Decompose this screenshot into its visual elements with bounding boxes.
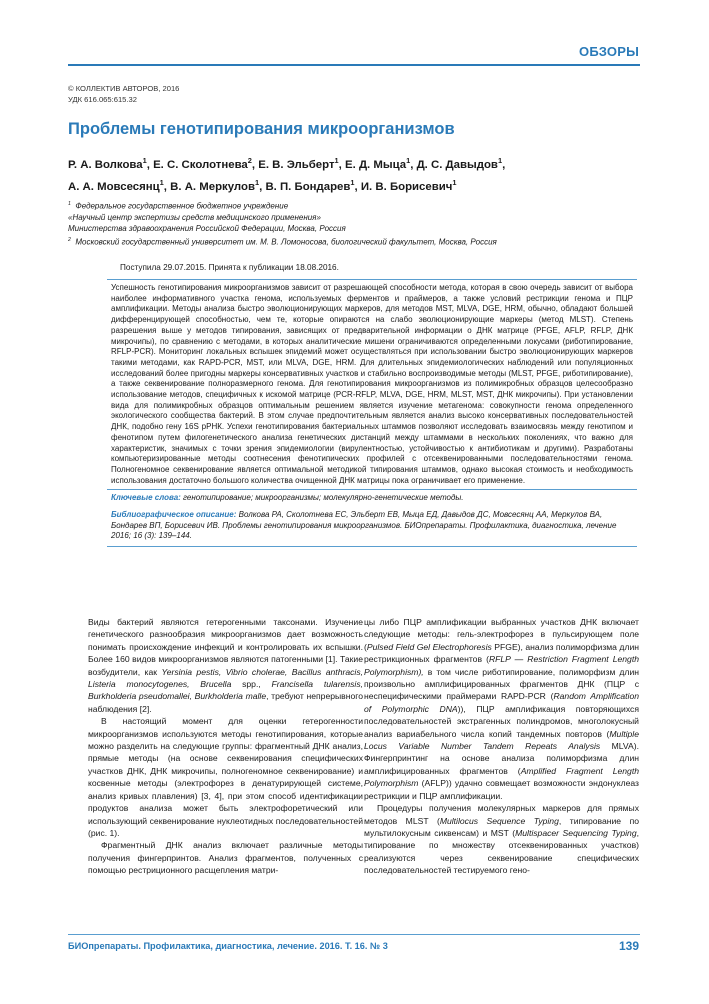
author-aff: 1 [334, 156, 339, 165]
author-aff: 1 [406, 156, 411, 165]
received-dates: Поступила 29.07.2015. Принята к публикации 18.08.2016. [120, 263, 339, 272]
author-aff: 1 [497, 156, 503, 165]
keywords-text: генотипирование; микроорганизмы; молекулярно-генетические методы. [183, 493, 464, 503]
author-name: Е. Д. Мыца [345, 158, 407, 171]
article-title: Проблемы генотипирования микроорганизмов [68, 120, 455, 138]
author-aff: 2 [247, 156, 252, 165]
author-name: И. В. Борисевич [360, 180, 453, 193]
author-name: Д. С. Давыдов [416, 158, 498, 171]
section-tag: ОБЗОРЫ [579, 44, 639, 59]
author-line-1: Р. А. Волкова$^1$, Е. С. Сколотнева$^2$, Е. В. Эльберт$^1$, Е. Д. Мыца$^1$, Д. С. Давыдов$^1$, [68, 156, 506, 171]
author-name: В. А. Меркулов [170, 180, 255, 193]
author-aff: 1 [452, 177, 457, 187]
affiliation-1-line-2: «Научный центр экспертизы средств медицинского применения» [68, 213, 321, 223]
abstract-bottom-rule [107, 546, 637, 547]
bibliographic-label: Библиографическое описание: [111, 510, 237, 520]
author-aff: 1 [350, 177, 355, 187]
author-aff: 1 [254, 177, 260, 187]
article-meta [68, 84, 179, 105]
author-name: Е. В. Эльберт [258, 158, 335, 171]
author-name: А. А. Мовсесянц [68, 180, 160, 193]
affiliations [68, 199, 640, 248]
body-paragraph: Виды бактерий являются гетерогенными таксонами. Изучение генетического разнообразия микроорганизмов дает возможность понимать происхождение инфекций и контролировать их вспышки. Более 160 видов микроорганизмов являются патогенными [1]. Такие возбудители, как Yersinia pestis, Vibrio cholerae, Bacillus anthracis, Listeria monocytogenes, Brucella spp., Francisella tularensis, Burkholderia pseudomallei, Burkholderia malle, требуют непрерывного наблюдения [2]. [88, 617, 364, 714]
body-paragraph: Фрагментный ДНК анализ включает различные методы получения фингерпринтов. Анализ фрагментов, полученных с помощью рестриционного расщепления матри- [88, 840, 363, 876]
affiliation-1-line-1: $^1$ Федеральное государственное бюджетное учреждение [68, 201, 289, 211]
author-line-2: А. А. Мовсесянц$^1$, В. А. Меркулов$^1$, В. П. Бондарев$^1$, И. В. Борисевич$^1$ [68, 177, 457, 193]
keywords-label: Ключевые слова: [111, 493, 181, 503]
author-aff: 1 [142, 156, 147, 165]
bibliographic-text: Волкова РА, Сколотнева ЕС, Эльберт ЕВ, Мыца ЕД, Давыдов ДС, Мовсесянц АА, Меркулов ВА, Бондарев ВП, Борисевич ИВ. Проблемы генотипирования микроорганизмов. БИОпрепараты. Профилактика, диагностика, лечение 2016; 16 (3): 139–144. [111, 510, 617, 541]
footer-journal: БИОпрепараты. Профилактика, диагностика, лечение. 2016. Т. 16. № 3 [68, 941, 388, 951]
author-name: В. П. Бондарев [265, 180, 351, 193]
page-number: 139 [618, 939, 639, 953]
abstract-text: Успешность генотипирования микроорганизмов зависит от разрешающей способности метода, которая в свою очередь зависит от выбора наиболее информативного участка генома, используемых ферментов и праймеров, а также условий рестрикции генома и ПЦР амплификации. Методы анализа быстро эволюционирующих маркеров, для методов MST, MLVA, DGE, HRM, обычно, обладают большей дифференцирующей способностью, чем те, которые опираются на слабо эволюционирующие маркеры (метод MLST). Степень разрешения выше у методов типирования, зависящих от предварительной информации о ДНК матрице (PFGE, AFLP, RFLP, ДНК микрочипы), по сравнению с методами, в которых аналитические мишени ограничиваются определенными локусами (риботипирование, RFLP-PCR). Мониторинг локальных вспышек эпидемий может осуществляться при использовании быстро эволюционирующих маркеров такими методами, как RAPD-PCR, MST, или MLVA, DGE, HRM. Для длительных эпидемиологических наблюдений или популяционных исследований более пригодны маркеры консервативных участков и стабильно воспроизводимые методы (MLST, PFGE, риботипирование), а также секвенирование полноразмерного генома. Для генотипирования микроорганизмов из полимикробных образцов целесообразно использование методов, специфичных к искомой матрице (PCR-RFLP, MLVA, DGE, HRM, MLST, MST, ДНК микрочипы). При установлении вида для полимикробных образцов оптимальным решением является изучение метагенома: совокупности генома определенного экологического сообщества бактерий. В этом случае предпочтительным является анализ высоко консервативных последовательностей ДНК, подобно гену 16S рРНК. Успехи генотипирования бактериальных штаммов позволяют исследовать взаимосвязь между генотипом и фенотипом путем филогенетического анализа генетических дистанций между штаммами в нескольких поколениях, что важно для характеристик, значимых с точки зрения эпидемиологии (вирулентностью, устойчивостью к антибиотикам и другими). Разработаны компьютеризированные методы соотнесения фенотипических профилей с отсеквенированными последовательностями генома. Полногеномное секвенирование является оптимальной методикой типирования штаммов, однако высокая стоимость и необходимость использования достаточно большого количества очищенной ДНК матрицы пока ограничивает его применение. [111, 283, 633, 485]
copyright-line: © КОЛЛЕКТИВ АВТОРОВ, 2016 [68, 84, 180, 93]
abstract-box [107, 279, 637, 547]
affiliation-1-line-3: Министерства здравоохранения Российской Федерации, Москва, Россия [68, 224, 346, 234]
body-paragraph: В настоящий момент для оценки гетерогенности микроорганизмов используются методы генотипирования, которые можно разделить на следующие группы: фрагментный ДНК анализ, прямые методы (на основе секвенирования специфических участков ДНК, ДНК микрочипы, полногеномное секвенирование) и косвенные методы (электрофорез в денатурирующей системе, анализ кривых плавления) [3, 4], при этом способ идентификации продуктов анализа может быть электрофоретический или использующий секвенирование нуклеотидных последовательностей (рис. 1). [88, 716, 363, 838]
body-paragraph: цы либо ПЦР амплификации выбранных участков ДНК включает следующие методы: гель-электрофорез в пульсирующем поле (Pulsed Field Gel Electrophoresis PFGE), анализ полиморфизма длин рестрикционных фрагментов (RFLP — Restriction Fragment Length Polymorphism), в том числе риботипирование, полиморфизм длин произвольно амплифицированных фрагментов ДНК (ПЦР с неспецифическими праймерами RAPD-PCR (Random Amplification of Polymorphic DNA)), ПЦР амплификация повторяющихся последовательностей экстрагенных полиндромов, многолокусный анализ вариабельного числа копий тандемных повторов (Multiple Locus Variable Number Tandem Repeats Analysis MLVA). Фингерпринтинг на основе анализа полиморфизма длин амплифицированных фрагментов (Amplified Fragment Length Polymorphism (AFLP)) удачно совмещает возможности эндонуклеаз рестрикции и ПЦР амплификации. [364, 617, 640, 801]
author-list [68, 152, 640, 196]
author-name: Е. С. Сколотнева [153, 158, 248, 171]
udc-line: УДК 616.065:615.32 [68, 94, 137, 104]
author-aff: 1 [159, 177, 164, 187]
affiliation-2-line-1: $^2$ Московский государственный университет им. М. В. Ломоносова, биологический факультет, Москва, Россия [68, 236, 497, 247]
body-column-right [364, 616, 639, 877]
body-paragraph: Процедуры получения молекулярных маркеров для прямых методов MLST (Multilocus Sequence Typing, типирование по мультилокусным сиквенсам) и MST (Multispacer Sequencing Typing, типирование по множеству отсеквенированных участков) реализуются через секвенирование специфических последовательностей тестируемого гено- [364, 803, 640, 876]
keywords [107, 490, 637, 507]
author-name: Р. А. Волкова [68, 158, 143, 171]
footer-rule [68, 934, 640, 935]
bibliographic-description [107, 507, 637, 546]
body-column-left [88, 616, 363, 877]
header-rule [68, 64, 640, 66]
